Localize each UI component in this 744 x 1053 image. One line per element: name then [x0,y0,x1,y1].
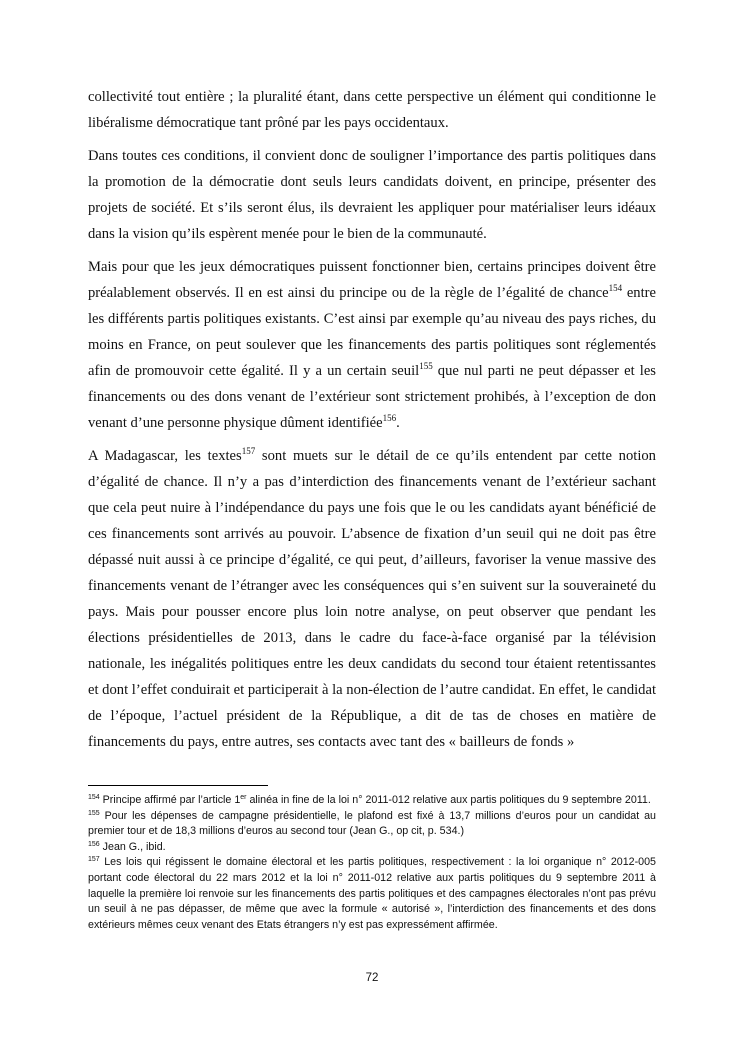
footnote-text: Jean G., ibid. [99,840,166,853]
paragraph-3-part-1: Mais pour que les jeux démocratiques puissent fonctionner bien, certains principes doivent être préalablement observés. Il en est ainsi du principe ou de la règle de l’égalité de chance [88,259,656,301]
footnote-text: Les lois qui régissent le domaine électoral et les partis politiques, respectivement : la loi organique n° 2012-005 portant code électoral du 22 mars 2012 et la loi n° 2011-012 relative aux partis politiques du 9 septembre 2011 à laquelle la première loi renvoie sur les financements des partis politiques et des campagnes électorales n’ont pas prévu un seuil à ne pas dépasser, de même que avec la formule « autorisé », l’interdiction des financements et des dons extérieurs mêmes ceux venant des Etats étrangers n’y est pas expressément affirmée. [88,856,656,931]
footnote-superscript: er [240,794,247,801]
footnote-ref-157[interactable]: 157 [241,446,256,456]
footnote-ref-155[interactable]: 155 [419,361,433,371]
footnote-number: 156 [88,840,100,848]
footnote-number: 155 [88,809,100,817]
footnote-157 [88,855,656,933]
footnote-text: Pour les dépenses de campagne présidentielle, le plafond est fixé à 13,7 millions d’euros pour un candidat au premier tour et de 18,3 millions d’euros au second tour (Jean G., op cit, p. 534.) [88,809,656,838]
footnote-number: 157 [88,856,100,864]
footnote-separator [88,785,268,786]
footnotes [88,793,656,933]
paragraph-4-part-2: sont muets sur le détail de ce qu’ils entendent par cette notion d’égalité de chance. Il n’y a pas d’interdiction des financements venant de l’extérieur sachant que cela peut nuire à l’indépendance du pays une fois que le ou les candidats ayant bénéficié de ces financements sont arrivés au pouvoir. L’absence de fixation d’un seuil qui ne doit pas être dépassé nuit aussi à ce principe d’égalité, ce qui peut, d’ailleurs, favoriser la venue massive des financements venant de l’étranger avec les conséquences qui s’en suivent sur la souveraineté du pays. Mais pour pousser encore plus loin notre analyse, on peut observer que pendant les élections présidentielles de 2013, dans le cadre du face-à-face organisé par la télévision nationale, les inégalités politiques entre les deux candidats du second tour étaient retentissantes et dont l’effet conduirait et participerait à la non-élection de l’autre candidat. En effet, le candidat de l’époque, l’actuel président de la République, a dit de tas de choses en matière de financements du pays, entre autres, ses contacts avec tant des « bailleurs de fonds » [88,448,656,750]
footnote-ref-156[interactable]: 156 [382,413,397,423]
paragraph-3 [88,254,656,436]
body-text [88,84,656,762]
paragraph-3-part-2: entre les différents partis politiques existants. C’est ainsi par exemple qu’au niveau des pays riches, du moins en France, on peut soulever que les financements des partis politiques sont réglementés afin de promouvoir cette égalité. Il y a un certain seuil [88,285,656,379]
paragraph-4-part-1: A Madagascar, les textes [88,448,242,464]
footnote-156 [88,840,656,856]
paragraph-3-part-4: . [396,415,400,431]
footnote-ref-154[interactable]: 154 [608,283,623,293]
footnote-154 [88,793,656,809]
footnote-text: Principe affirmé par l’article 1 [99,794,241,806]
paragraph-2: Dans toutes ces conditions, il convient donc de souligner l’importance des partis politiques dans la promotion de la démocratie dont seuls leurs candidats doivent, en principe, présenter des projets de société. Et s’ils seront élus, ils devraient les appliquer pour matérialiser leurs idéaux dans la vision qu’ils espèrent menée pour le bien de la communauté. [88,148,656,242]
footnote-text-continued: alinéa in fine de la loi n° 2011-012 relative aux partis politiques du 9 septembre 2011. [246,794,651,806]
footnote-155 [88,809,656,840]
page-number: 72 [365,972,379,984]
footnote-number: 154 [88,794,100,801]
paragraph-3-part-3: que nul parti ne peut dépasser et les financements ou des dons venant de l’extérieur sont strictement prohibés, à l’exception de don venant d’une personne physique dûment identifiée [88,363,656,431]
paragraph-4 [88,443,656,755]
paragraph-1: collectivité tout entière ; la pluralité étant, dans cette perspective un élément qui conditionne le libéralisme démocratique tant prôné par les pays occidentaux. [88,89,656,131]
